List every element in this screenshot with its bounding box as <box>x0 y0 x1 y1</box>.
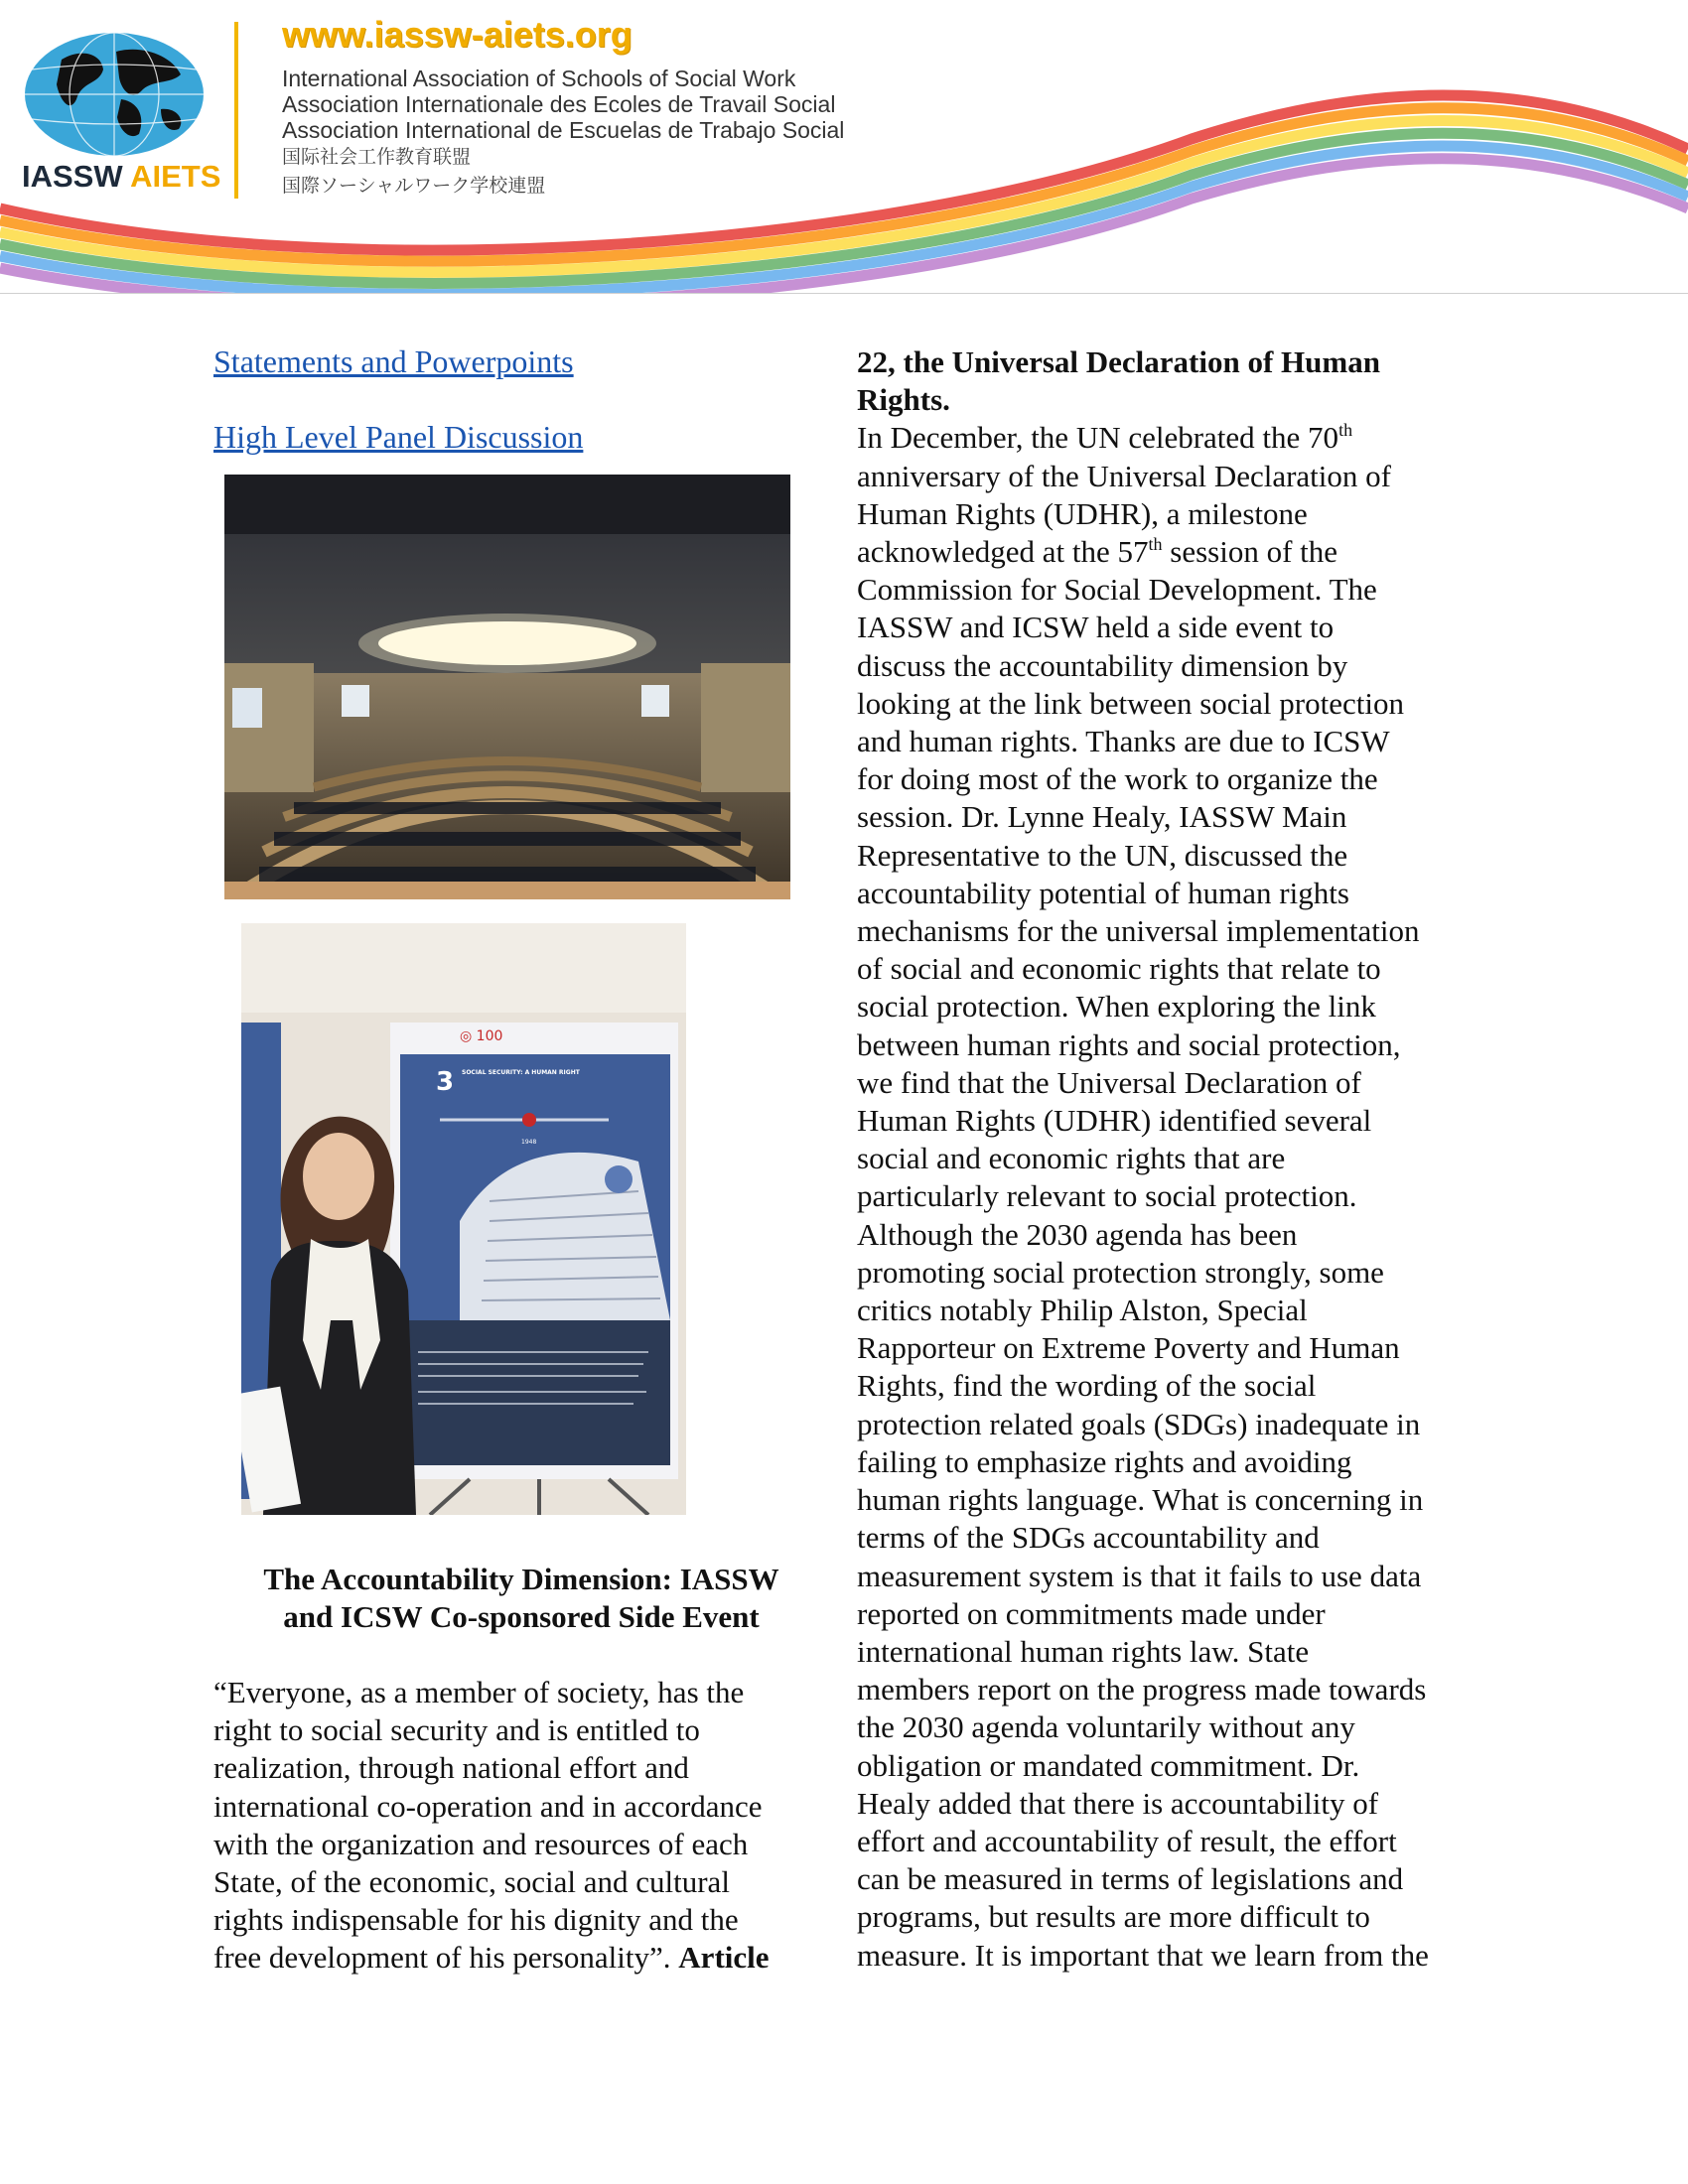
high-level-panel-link[interactable]: High Level Panel Discussion <box>213 419 584 455</box>
globe-logo-icon <box>22 30 207 159</box>
body-line: protection related goals (SDGs) inadequate in <box>857 1406 1421 1441</box>
body-line: members report on the progress made towards <box>857 1672 1427 1707</box>
svg-text:◎ 100: ◎ 100 <box>460 1028 503 1044</box>
organization-names <box>282 66 844 201</box>
body-line: Although the 2030 agenda has been <box>857 1216 1298 1252</box>
un-conference-hall-photo <box>224 475 790 899</box>
logo-word-iassw: IASSW <box>22 159 123 194</box>
body-line <box>857 419 1572 457</box>
quote-line: with the organization and resources of each <box>213 1826 749 1861</box>
body-line: obligation or mandated commitment. Dr. <box>857 1747 1360 1783</box>
body-line: and human rights. Thanks are due to ICSW <box>857 724 1390 759</box>
org-name-en: International Association of Schools of Social Work <box>282 66 796 91</box>
website-url[interactable]: www.iassw-aiets.org <box>282 14 633 55</box>
body-text: In December, the UN celebrated the 70 <box>857 420 1339 456</box>
body-line: of social and economic rights that relate to <box>857 951 1381 987</box>
header-divider <box>234 22 238 199</box>
quote-article-label: Article <box>678 1940 770 1976</box>
body-line: terms of the SDGs accountability and <box>857 1520 1320 1556</box>
body-line: the 2030 agenda voluntarily without any <box>857 1709 1355 1745</box>
body-line: failing to emphasize rights and avoiding <box>857 1443 1352 1479</box>
section-caption <box>213 1561 829 1636</box>
quote-line <box>213 1939 849 1977</box>
letterhead-banner <box>0 0 1688 294</box>
body-line: critics notably Philip Alston, Special <box>857 1293 1308 1328</box>
body-text: acknowledged at the 57 <box>857 534 1149 570</box>
body-line: accountability potential of human rights <box>857 875 1349 910</box>
body-line: Commission for Social Development. The <box>857 572 1377 608</box>
body-line: effort and accountability of result, the effort <box>857 1823 1397 1858</box>
body-line: anniversary of the Universal Declaration of <box>857 458 1391 493</box>
body-line: for doing most of the work to organize the <box>857 761 1378 797</box>
poster-heading: SOCIAL SECURITY: A HUMAN RIGHT <box>462 1069 580 1076</box>
org-name-zh: 国际社会工作教育联盟 <box>282 147 472 168</box>
org-name-fr: Association Internationale des Ecoles de Travail Social <box>282 91 836 117</box>
body-line: between human rights and social protection, <box>857 1026 1401 1062</box>
logo-wordmark <box>22 159 220 195</box>
quote-line: “Everyone, as a member of society, has the <box>213 1675 745 1709</box>
article-heading-line: 22, the Universal Declaration of Human <box>857 344 1380 379</box>
body-line <box>857 533 1572 571</box>
body-line: discuss the accountability dimension by <box>857 647 1348 683</box>
body-line: social and economic rights that are <box>857 1141 1286 1176</box>
body-text: session of the <box>1162 534 1338 570</box>
body-line: measurement system is that it fails to use data <box>857 1558 1422 1593</box>
ordinal-suffix: th <box>1338 420 1353 441</box>
body-line: promoting social protection strongly, some <box>857 1254 1384 1290</box>
body-line: reported on commitments made under <box>857 1595 1326 1631</box>
body-line: mechanisms for the universal implementation <box>857 913 1420 949</box>
body-line: human rights language. What is concerning in <box>857 1482 1424 1518</box>
org-name-ja: 国際ソーシャルワーク学校連盟 <box>282 176 546 197</box>
poster-exhibit-photo <box>241 923 686 1515</box>
body-line: social protection. When exploring the link <box>857 989 1376 1024</box>
body-line: can be measured in terms of legislations and <box>857 1861 1404 1897</box>
ordinal-suffix: th <box>1148 534 1163 555</box>
quote-line: international co-operation and in accordance <box>213 1788 763 1824</box>
quote-line: State, of the economic, social and cultural <box>213 1864 730 1900</box>
body-line: Representative to the UN, discussed the <box>857 837 1348 873</box>
poster-number: 3 <box>436 1067 455 1097</box>
body-line: IASSW and ICSW held a side event to <box>857 610 1335 645</box>
quote-last-text: free development of his personality”. <box>213 1940 679 1976</box>
body-line: Human Rights (UDHR), a milestone <box>857 495 1308 531</box>
body-line: measure. It is important that we learn from the <box>857 1937 1429 1973</box>
body-line: we find that the Universal Declaration of <box>857 1064 1361 1100</box>
body-line: Healy added that there is accountability of <box>857 1785 1379 1821</box>
poster-year: 1948 <box>521 1139 537 1146</box>
quote-line: right to social security and is entitled to <box>213 1712 700 1748</box>
body-line: Rights, find the wording of the social <box>857 1368 1317 1404</box>
article-heading-line: Rights. <box>857 382 950 418</box>
org-name-es: Association International de Escuelas de Trabajo Social <box>282 117 845 143</box>
body-line: Rapporteur on Extreme Poverty and Human <box>857 1330 1400 1366</box>
logo-word-aiets: AIETS <box>130 159 221 194</box>
article-body <box>857 343 1572 1975</box>
caption-line: The Accountability Dimension: IASSW <box>263 1562 779 1596</box>
statements-powerpoints-link[interactable]: Statements and Powerpoints <box>213 343 574 379</box>
body-line: session. Dr. Lynne Healy, IASSW Main <box>857 799 1347 835</box>
body-line: looking at the link between social protection <box>857 685 1404 721</box>
body-line: international human rights law. State <box>857 1633 1310 1669</box>
caption-line: and ICSW Co-sponsored Side Event <box>283 1599 760 1634</box>
body-line: programs, but results are more difficult to <box>857 1899 1370 1935</box>
quote-line: realization, through national effort and <box>213 1750 689 1786</box>
quote-line: rights indispensable for his dignity and the <box>213 1902 739 1938</box>
body-line: particularly relevant to social protection. <box>857 1178 1357 1214</box>
body-lines <box>857 571 1572 1975</box>
udhr-quote <box>213 1674 849 1978</box>
body-line: Human Rights (UDHR) identified several <box>857 1103 1372 1139</box>
